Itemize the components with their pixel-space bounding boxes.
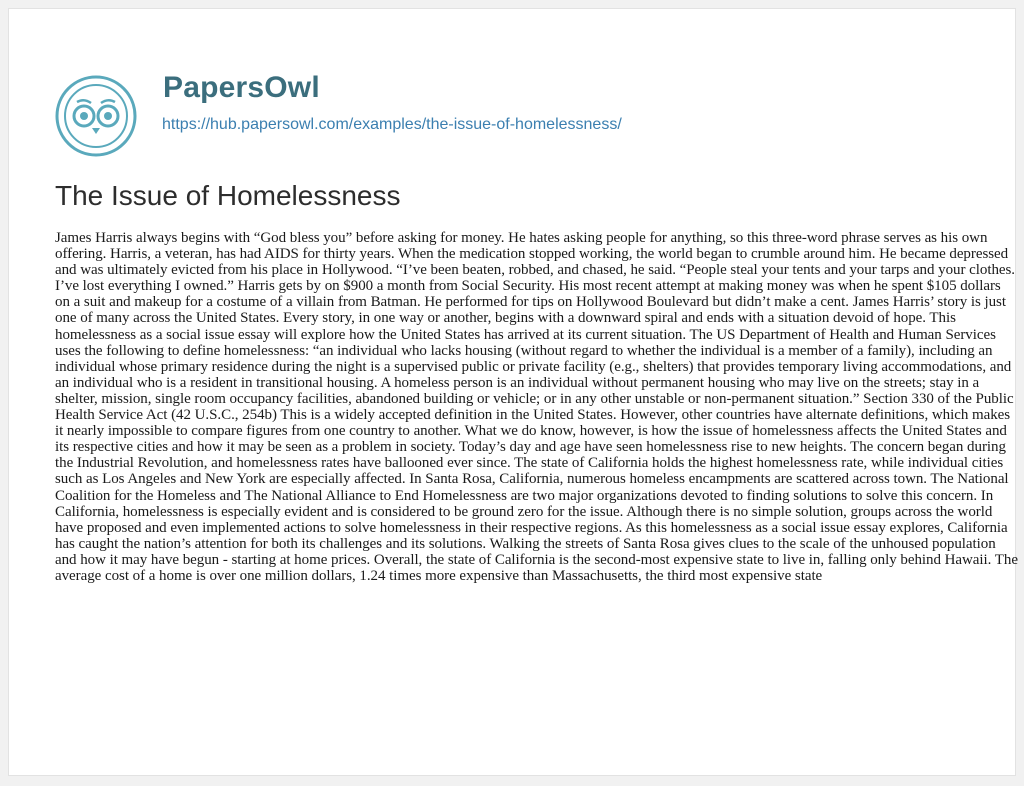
brand-name: PapersOwl	[163, 71, 320, 104]
source-url-link[interactable]: https://hub.papersowl.com/examples/the-issue-of-homelessness/	[162, 116, 622, 133]
page-title: The Issue of Homelessness	[55, 180, 401, 211]
owl-logo-icon	[55, 75, 137, 157]
article-body: James Harris always begins with “God bless you” before asking for money. He hates asking people for anything, so this three-word phrase serves as his own offering. Harris, a veteran, has had AIDS for thirty years. When the medication stopped working, the world began to crumble around him. He became depressed and was ultimately evicted from his place in Hollywood. “I’ve been beaten, robbed, and chased, he said. “People steal your tents and your tarps and your clothes. I’ve lost everything I owned.” Harris gets by on $900 a month from Social Security. His most recent attempt at making money was when he spent $105 dollars on a suit and makeup for a costume of a villain from Batman. He performed for tips on Hollywood Boulevard but didn’t make a cent. James Harris’ story is just one of many across the United States. Every story, in one way or another, begins with a downward spiral and ends with a situation devoid of hope. This homelessness as a social issue essay will explore how the United States has arrived at its current situation. The US Department of Health and Human Services uses the following to define homelessness: “an individual who lacks housing (without regard to whether the individual is a member of a family), including an individual whose primary residence during the night is a supervised public or private facility (e.g., shelters) that provides temporary living accommodations, and an individual who is a resident in transitional housing. A homeless person is an individual without permanent housing who may live on the streets; stay in a shelter, mission, single room occupancy facilities, abandoned building or vehicle; or in any other unstable or non-permanent situation.” Section 330 of the Public Health Service Act (42 U.S.C., 254b) This is a widely accepted definition in the United States. However, other countries have alternate definitions, which makes it nearly impossible to compare figures from one country to another. What we do know, however, is how the issue of homelessness affects the United States and its respective cities and how it may be seen as a problem in society. Today’s day and age have seen homelessness rise to new heights. The concern began during the Industrial Revolution, and homelessness rates have ballooned ever since. The state of California holds the highest homelessness rate, while individual cities such as Los Angeles and New York are especially affected. In Santa Rosa, California, numerous homeless encampments are scattered across town. The National Coalition for the Homeless and The National Alliance to End Homelessness are two major organizations devoted to finding solutions to solve this concern. In California, homelessness is especially evident and is considered to be ground zero for the issue. Although there is no simple solution, groups across the world have proposed and even implemented actions to solve homelessness in their respective regions. As this homelessness as a social issue essay explores, California has caught the nation’s attention for both its challenges and its solutions. Walking the streets of Santa Rosa gives clues to the scale of the unhoused population and how it may have begun - starting at home prices. Overall, the state of California is the second-most expensive state to live in, falling only behind Hawaii. The average cost of a home is over one million dollars, 1.24 times more expensive than Massachusetts, the third most expensive state	[55, 230, 1018, 584]
document-page	[8, 8, 1016, 776]
page-header	[9, 9, 1015, 159]
